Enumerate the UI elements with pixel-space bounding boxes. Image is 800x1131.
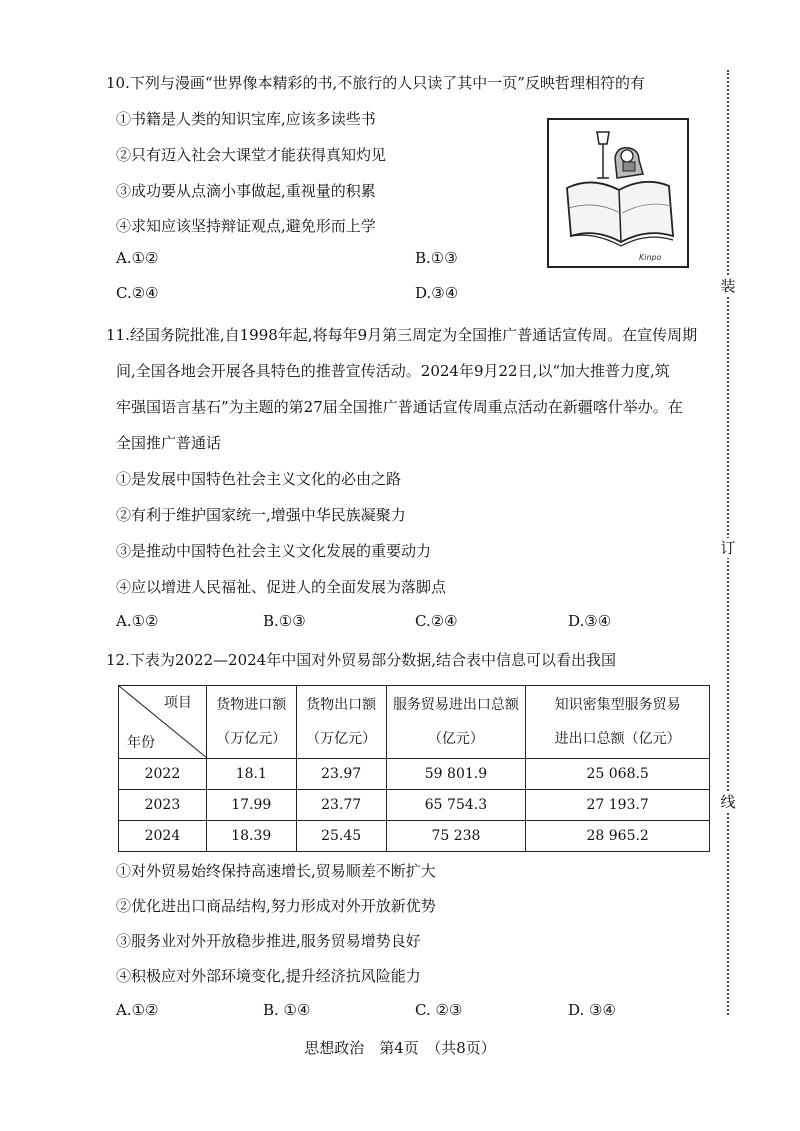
table-cell: 18.39 bbox=[206, 821, 296, 852]
q11-stem-line-3: 牢强国语言基石”为主题的第27届全国推广普通话宣传周重点活动在新疆喀什举办。在 bbox=[116, 398, 683, 416]
table-cell-year: 2022 bbox=[119, 759, 207, 790]
header-goods-import: 货物进口额 （万亿元） bbox=[206, 686, 296, 759]
q12-choice-c: C. ②③ bbox=[415, 1001, 463, 1019]
table-cell: 18.1 bbox=[206, 759, 296, 790]
margin-char-zhuang: 装 bbox=[720, 277, 736, 295]
q11-statement-1: ①是发展中国特色社会主义文化的必由之路 bbox=[116, 470, 402, 488]
q12-choice-d: D. ③④ bbox=[568, 1001, 616, 1019]
q12-statement-4: ④积极应对外部环境变化,提升经济抗风险能力 bbox=[116, 967, 421, 985]
table-cell: 23.77 bbox=[296, 790, 386, 821]
q11-statement-3: ③是推动中国特色社会主义文化发展的重要动力 bbox=[116, 542, 432, 560]
table-cell: 17.99 bbox=[206, 790, 296, 821]
q11-statement-4: ④应以增进人民福祉、促进人的全面发展为落脚点 bbox=[116, 578, 447, 596]
header-knowledge-service-trade: 知识密集型服务贸易 进出口总额（亿元） bbox=[526, 686, 710, 759]
table-cell: 27 193.7 bbox=[526, 790, 710, 821]
table-cell: 65 754.3 bbox=[386, 790, 526, 821]
q10-statement-3: ③成功要从点滴小事做起,重视量的积累 bbox=[116, 182, 376, 200]
q10-stem: 10.下列与漫画“世界像本精彩的书,不旅行的人只读了其中一页”反映哲理相符的有 bbox=[106, 74, 645, 92]
q10-choice-c: C.②④ bbox=[116, 284, 159, 302]
q11-choice-b: B.①③ bbox=[263, 612, 306, 630]
q11-statement-2: ②有利于维护国家统一,增强中华民族凝聚力 bbox=[116, 506, 406, 524]
margin-char-xian: 线 bbox=[720, 793, 736, 811]
q10-statement-4: ④求知应该坚持辩证观点,避免形而上学 bbox=[116, 217, 376, 235]
table-header-row bbox=[119, 686, 710, 759]
header-service-trade: 服务贸易进出口总额 （亿元） bbox=[386, 686, 526, 759]
q10-statement-1: ①书籍是人类的知识宝库,应该多读些书 bbox=[116, 110, 376, 128]
q10-choice-a: A.①② bbox=[116, 249, 159, 267]
corner-item-label: 项目 bbox=[163, 695, 192, 711]
q12-statement-3: ③服务业对外开放稳步推进,服务贸易增势良好 bbox=[116, 932, 421, 950]
table-row bbox=[119, 821, 710, 852]
q11-stem-line-4: 全国推广普通话 bbox=[116, 434, 222, 452]
comic-signature: Kinpo bbox=[639, 253, 662, 262]
q12-choice-b: B. ①④ bbox=[263, 1001, 311, 1019]
q10-statement-2: ②只有迈入社会大课堂才能获得真知灼见 bbox=[116, 146, 387, 164]
q11-choice-d: D.③④ bbox=[568, 612, 612, 630]
corner-year-label: 年份 bbox=[127, 735, 155, 751]
q11-choice-a: A.①② bbox=[116, 612, 159, 630]
table-cell-year: 2024 bbox=[119, 821, 207, 852]
q12-statement-2: ②优化进出口商品结构,努力形成对外开放新优势 bbox=[116, 897, 436, 915]
margin-char-ding: 订 bbox=[720, 539, 736, 557]
q10-choice-d: D.③④ bbox=[415, 284, 459, 302]
table-cell: 23.97 bbox=[296, 759, 386, 790]
table-cell-year: 2023 bbox=[119, 790, 207, 821]
table-cell: 59 801.9 bbox=[386, 759, 526, 790]
trade-data-table bbox=[118, 685, 710, 852]
q12-choice-a: A.①② bbox=[116, 1001, 159, 1019]
q11-stem-line-2: 间,全国各地会开展各具特色的推普宣传活动。2024年9月22日,以“加大推普力度,筑 bbox=[116, 362, 670, 380]
q11-choice-c: C.②④ bbox=[415, 612, 458, 630]
comic-illustration bbox=[547, 118, 689, 268]
table-corner-cell bbox=[119, 686, 207, 759]
header-goods-export: 货物出口额 （万亿元） bbox=[296, 686, 386, 759]
table-cell: 28 965.2 bbox=[526, 821, 710, 852]
q12-stem: 12.下表为2022—2024年中国对外贸易部分数据,结合表中信息可以看出我国 bbox=[106, 651, 616, 669]
table-cell: 25.45 bbox=[296, 821, 386, 852]
page-footer: 思想政治 第4页 （共8页） bbox=[304, 1039, 496, 1057]
table-cell: 75 238 bbox=[386, 821, 526, 852]
q10-choice-b: B.①③ bbox=[415, 249, 458, 267]
q11-stem-line-1: 11.经国务院批准,自1998年起,将每年9月第三周定为全国推广普通话宣传周。在宣传周期 bbox=[106, 326, 698, 344]
table-cell: 25 068.5 bbox=[526, 759, 710, 790]
table-row bbox=[119, 790, 710, 821]
q12-statement-1: ①对外贸易始终保持高速增长,贸易顺差不断扩大 bbox=[116, 862, 436, 880]
table-row bbox=[119, 759, 710, 790]
